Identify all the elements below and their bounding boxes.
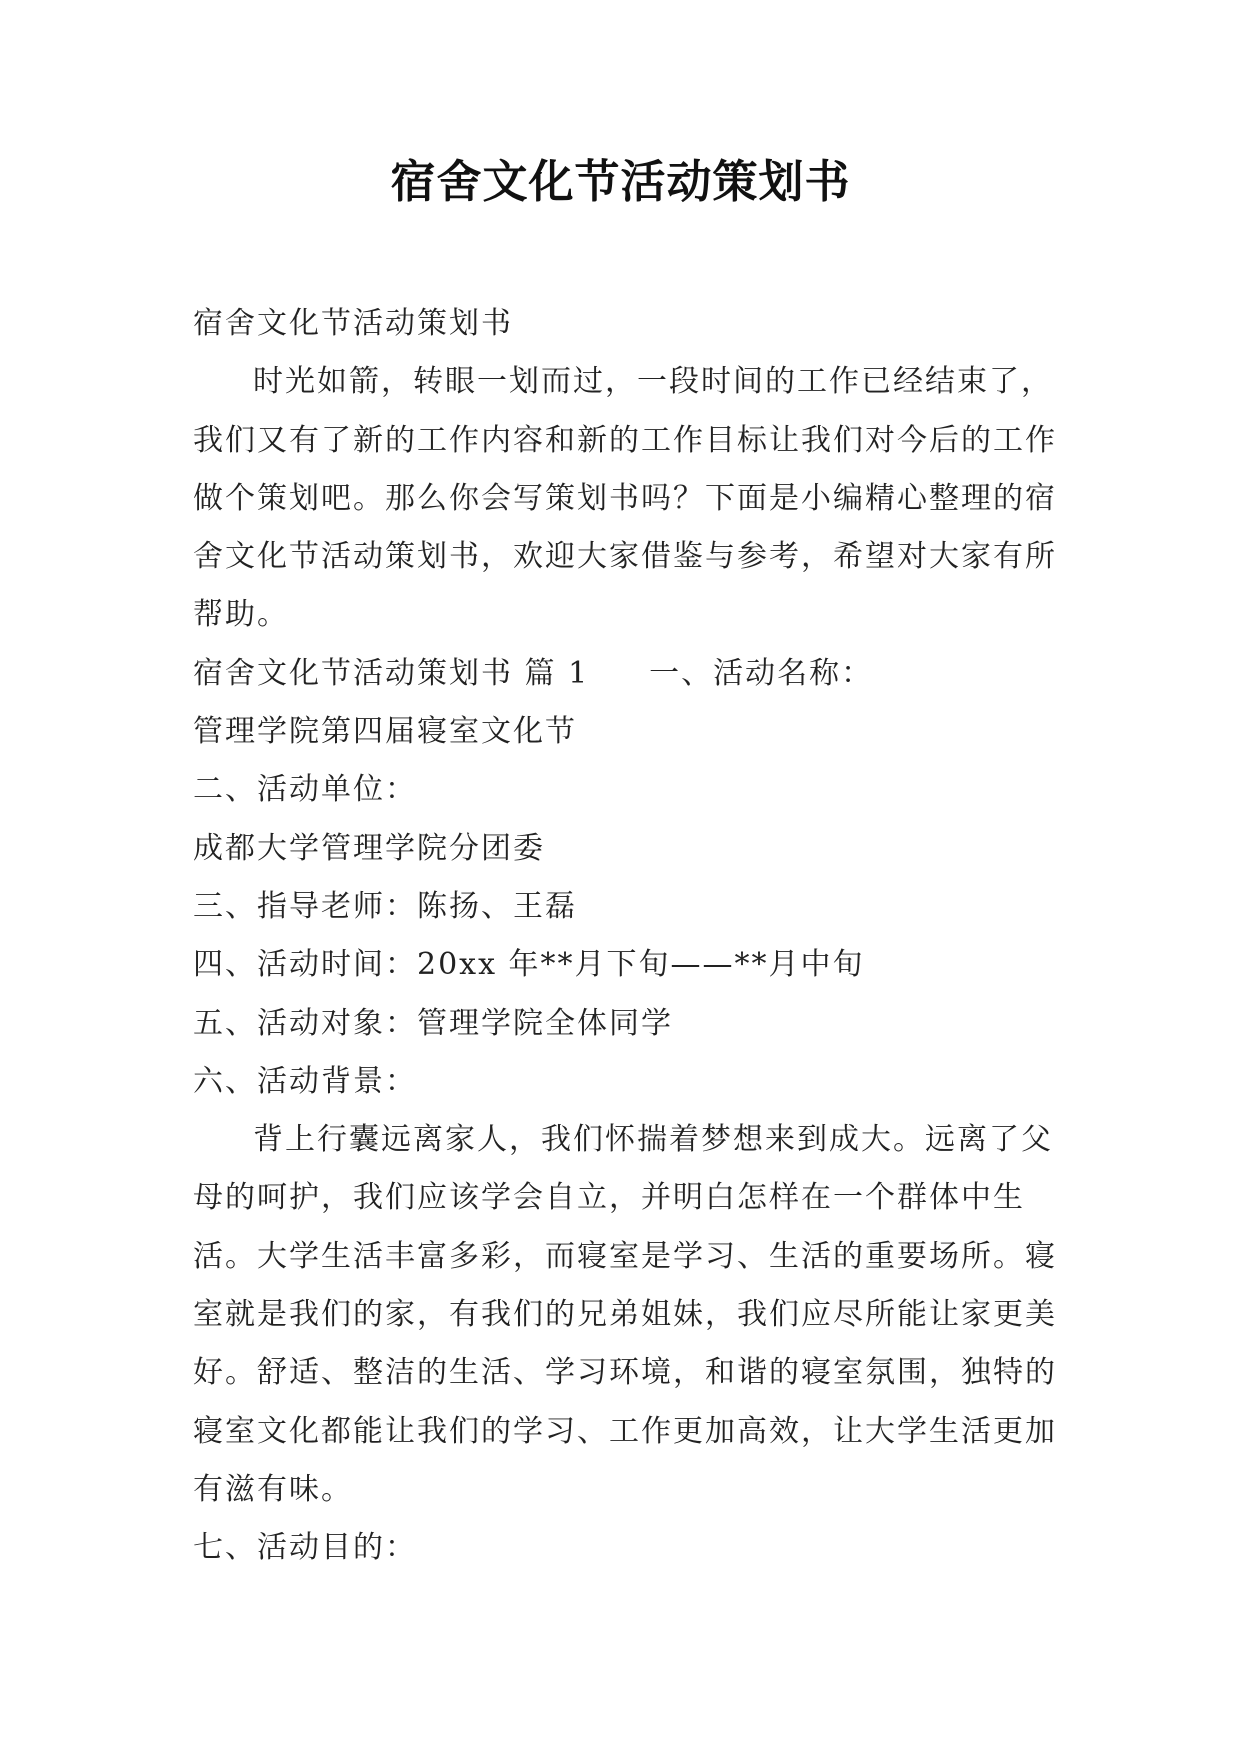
part-title: 宿舍文化节活动策划书 篇 1 — [193, 655, 590, 691]
activity-name-heading: 一、活动名称： — [649, 655, 874, 691]
activity-name-value: 管理学院第四届寝室文化节 — [193, 714, 577, 750]
document-body — [193, 295, 1065, 1578]
activity-unit-heading: 二、活动单位： — [193, 772, 417, 808]
activity-background-paragraph: 背上行囊远离家人，我们怀揣着梦想来到成大。远离了父母的呵护，我们应该学会自立，并明白怎样在一个群体中生活。大学生活丰富多彩，而寝室是学习、生活的重要场所。寝室就是我们的家，有我们的兄弟姐妹，我们应尽所能让家更美好。舒适、整洁的生活、学习环境，和谐的寝室氛围，独特的寝室文化都能让我们的学习、工作更加高效，让大学生活更加有滋有味。 — [193, 1122, 1057, 1507]
activity-background-heading: 六、活动背景： — [193, 1063, 417, 1099]
activity-teacher-line: 三、指导老师：陈扬、王磊 — [193, 888, 577, 924]
activity-target-line: 五、活动对象：管理学院全体同学 — [193, 1005, 673, 1041]
part-heading-row — [193, 645, 1065, 703]
activity-purpose-heading: 七、活动目的： — [193, 1530, 417, 1566]
intro-paragraph: 时光如箭，转眼一划而过，一段时间的工作已经结束了，我们又有了新的工作内容和新的工作目标让我们对今后的工作做个策划吧。那么你会写策划书吗？下面是小编精心整理的宿舍文化节活动策划书，欢迎大家借鉴与参考，希望对大家有所帮助。 — [193, 364, 1057, 633]
document-title: 宿舍文化节活动策划书 — [390, 155, 851, 208]
activity-unit-value: 成都大学管理学院分团委 — [193, 830, 545, 866]
activity-time-line: 四、活动时间：20xx 年**月下旬——**月中旬 — [193, 947, 865, 983]
document-subtitle: 宿舍文化节活动策划书 — [193, 306, 513, 341]
